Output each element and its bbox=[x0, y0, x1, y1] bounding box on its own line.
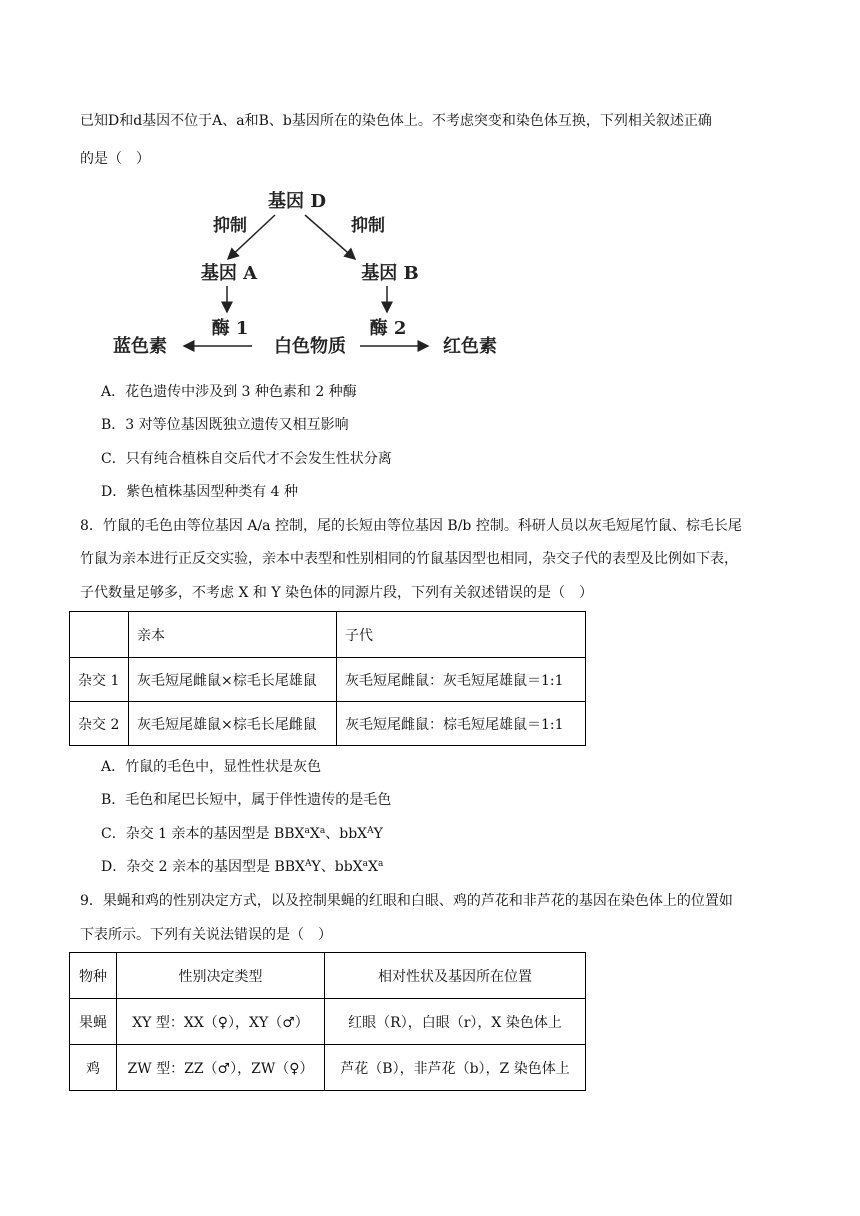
q8-stem-line-2: 竹鼠为亲本进行正反交实验，亲本中表型和性别相同的竹鼠基因型也相同，杂交子代的表型及比例如下表， bbox=[80, 551, 738, 567]
table-cell: 果蝇 bbox=[70, 999, 117, 1045]
table-cell: 灰毛短尾雌鼠：棕毛短尾雄鼠＝1:1 bbox=[337, 702, 586, 746]
q8-stem-line-1: 8．竹鼠的毛色由等位基因 A/a 控制，尾的长短由等位基因 B/b 控制。科研人员以灰毛短尾竹鼠、棕毛长尾 bbox=[80, 518, 742, 534]
gene-regulation-diagram bbox=[100, 182, 520, 368]
table-header-row bbox=[70, 953, 586, 999]
inhibit-left-label: 抑制 bbox=[213, 216, 247, 236]
table-row bbox=[70, 1045, 586, 1091]
table-header-cell bbox=[70, 612, 129, 658]
table-cell: 杂交 2 bbox=[70, 702, 129, 746]
table-cell: 鸡 bbox=[70, 1045, 117, 1091]
white-substance-label: 白色物质 bbox=[274, 336, 346, 357]
q9-sex-determination-table bbox=[69, 952, 586, 1091]
q8-option-a: A．竹鼠的毛色中，显性性状是灰色 bbox=[101, 759, 322, 775]
q7-option-d: D．紫色植株基因型种类有 4 种 bbox=[101, 484, 299, 500]
gene-d-label: 基因 D bbox=[268, 191, 326, 212]
table-cell: 灰毛短尾雄鼠×棕毛长尾雌鼠 bbox=[129, 702, 337, 746]
intro-line-1: 已知D和d基因不位于A、a和B、b基因所在的染色体上。不考虑突变和染色体互换，下列相关叙述正确 bbox=[80, 113, 712, 129]
table-cell: 杂交 1 bbox=[70, 658, 129, 702]
arrow-d-to-b bbox=[305, 215, 355, 259]
table-row bbox=[70, 658, 586, 702]
table-row bbox=[70, 999, 586, 1045]
table-header-cell: 亲本 bbox=[129, 612, 337, 658]
q7-option-c: C．只有纯合植株自交后代才不会发生性状分离 bbox=[101, 451, 392, 467]
table-header-cell: 子代 bbox=[337, 612, 586, 658]
table-header-cell: 相对性状及基因所在位置 bbox=[325, 953, 586, 999]
inhibit-right-label: 抑制 bbox=[351, 216, 385, 236]
table-header-cell: 性别决定类型 bbox=[117, 953, 325, 999]
q7-option-a: A．花色遗传中涉及到 3 种色素和 2 种酶 bbox=[101, 384, 357, 400]
table-cell: 芦花（B），非芦花（b），Z 染色体上 bbox=[325, 1045, 586, 1091]
q8-stem-line-3: 子代数量足够多，不考虑 X 和 Y 染色体的同源片段，下列有关叙述错误的是（ ） bbox=[80, 585, 594, 601]
table-cell: 灰毛短尾雌鼠×棕毛长尾雄鼠 bbox=[129, 658, 337, 702]
intro-line-2: 的是（ ） bbox=[80, 151, 150, 167]
q9-stem-line-1: 9．果蝇和鸡的性别决定方式，以及控制果蝇的红眼和白眼、鸡的芦花和非芦花的基因在染色体上的位置如 bbox=[80, 893, 733, 909]
enzyme-1-label: 酶 1 bbox=[211, 318, 249, 339]
q8-option-c: C．杂交 1 亲本的基因型是 $BBX^aX^a$、bbX$^A$Y bbox=[101, 826, 383, 842]
table-header-row bbox=[70, 612, 586, 658]
gene-a-label: 基因 A bbox=[200, 263, 258, 284]
table-cell: 灰毛短尾雌鼠：灰毛短尾雄鼠＝1:1 bbox=[337, 658, 586, 702]
q8-option-b: B．毛色和尾巴长短中，属于伴性遗传的是毛色 bbox=[101, 792, 392, 808]
q8-option-d: D．杂交 2 亲本的基因型是 $BBX^AY$、$bbX^aX^a$ bbox=[101, 859, 384, 875]
q7-option-b: B．3 对等位基因既独立遗传又相互影响 bbox=[101, 417, 349, 433]
table-row bbox=[70, 702, 586, 746]
table-header-cell: 物种 bbox=[70, 953, 117, 999]
table-cell: 红眼（R），白眼（r），X 染色体上 bbox=[325, 999, 586, 1045]
table-cell: XY 型：XX（♀），XY（♂） bbox=[117, 999, 325, 1045]
table-cell: ZW 型：ZZ（♂），ZW（♀） bbox=[117, 1045, 325, 1091]
q9-stem-line-2: 下表所示。下列有关说法错误的是（ ） bbox=[80, 927, 332, 943]
q8-cross-table bbox=[69, 611, 586, 746]
enzyme-2-label: 酶 2 bbox=[369, 318, 407, 339]
gene-b-label: 基因 B bbox=[361, 263, 419, 284]
blue-pigment-label: 蓝色素 bbox=[113, 336, 167, 357]
red-pigment-label: 红色素 bbox=[443, 336, 497, 357]
